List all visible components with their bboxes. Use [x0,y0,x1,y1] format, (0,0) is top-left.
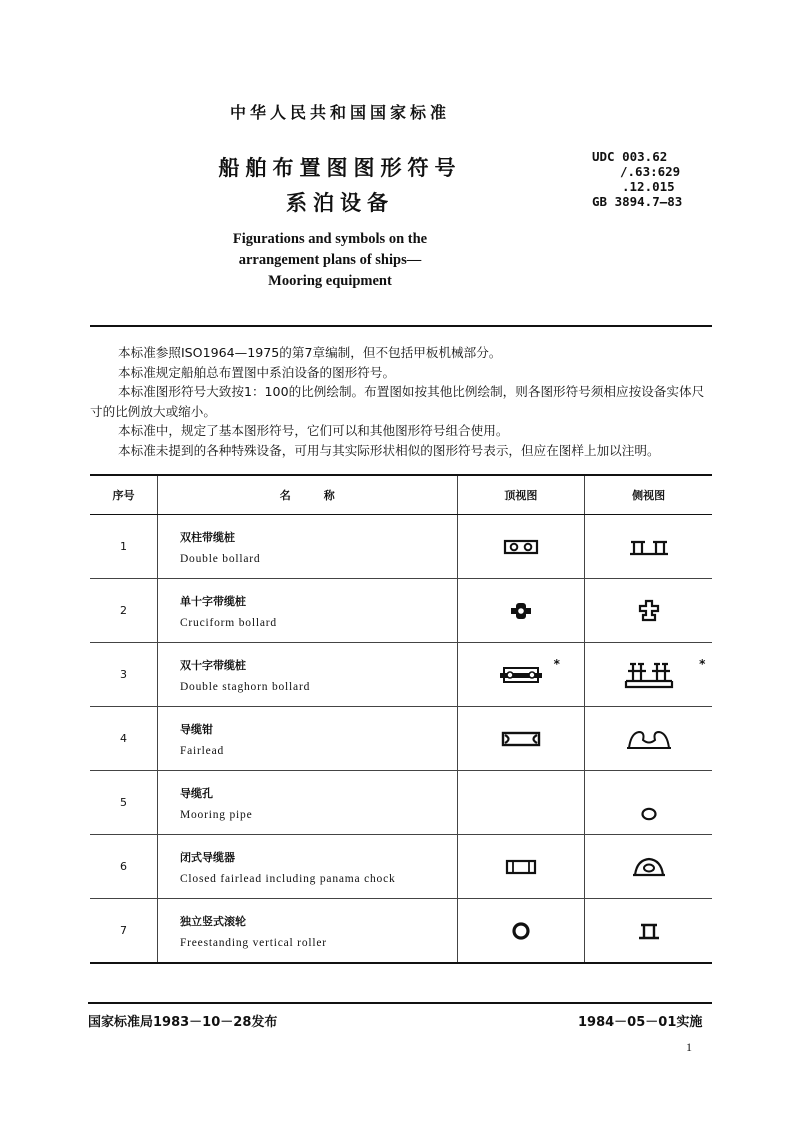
table-row [90,835,712,899]
top-view-cell [457,707,585,771]
top-rule [90,325,712,327]
issue-date: 国家标准局1983－10－28发布 [88,1015,278,1030]
title-en-line2: arrangement plans of ships— [238,252,422,268]
name-en: Cruciform bollard [179,616,277,629]
cruciform-bollard-side-icon [637,599,661,623]
name-en: Fairlead [179,744,225,757]
fairlead-side-icon [625,727,673,751]
row-name [157,579,457,643]
side-view-cell [585,835,712,899]
udc-line2: /.63:629 [620,164,681,179]
symbols-table [90,474,712,964]
standard-title-zh-line2: 系泊设备 [286,191,394,215]
side-view-cell [585,771,712,835]
side-view-cell [585,515,712,579]
udc-line1: UDC 003.62 [592,149,668,164]
table-row [90,899,712,964]
intro-paragraph: 本标准参照ISO1964—1975的第7章编制，但不包括甲板机械部分。 [118,345,502,360]
row-number: 5 [90,771,157,835]
name-en: Double bollard [179,552,261,565]
title-en-line3: Mooring equipment [268,273,392,289]
row-number: 4 [90,707,157,771]
name-zh: 单十字带缆桩 [179,594,246,608]
name-zh: 导缆钳 [179,722,213,736]
row-name [157,899,457,964]
name-zh: 双柱带缆桩 [179,530,235,544]
fairlead-top-icon [501,729,541,749]
side-view-cell [585,579,712,643]
bottom-rule [88,1002,712,1004]
vertical-roller-side-icon [636,921,662,941]
standard-title-zh-line1: 船舶布置图图形符号 [218,156,462,180]
gb-number: GB 3894.7—83 [592,194,683,209]
row-number: 7 [90,899,157,964]
vertical-roller-top-icon [510,920,532,942]
staghorn-bollard-top-icon [499,665,543,685]
mooring-pipe-side-icon [639,804,659,824]
name-en: Double staghorn bollard [179,680,311,693]
double-bollard-top-icon [503,537,539,557]
header-top-view: 顶视图 [457,475,585,515]
top-view-cell [457,643,585,707]
side-view-cell [585,707,712,771]
name-zh: 导缆孔 [179,786,213,800]
note-asterisk: * [553,657,560,671]
intro-paragraph: 本标准图形符号大致按1：100的比例绘制。布置图如按其他比例绘制，则各图形符号须相应按设备实体尺寸的比例放大或缩小。 [90,384,705,419]
row-number: 1 [90,515,157,579]
table-row [90,707,712,771]
intro-paragraph: 本标准未提到的各种特殊设备，可用与其实际形状相似的图形符号表示，但应在图样上加以注明。 [118,442,660,458]
header-name: 名 称 [157,475,457,515]
name-en: Mooring pipe [179,808,253,821]
row-name [157,643,457,707]
organization-title: 中华人民共和国国家标准 [229,103,450,122]
top-view-cell [457,579,585,643]
double-bollard-side-icon [629,537,669,557]
row-number: 6 [90,835,157,899]
top-view-cell [457,515,585,579]
table-row [90,579,712,643]
effective-date: 1984－05－01实施 [578,1015,703,1030]
closed-fairlead-side-icon [631,856,667,878]
name-en: Closed fairlead including panama chock [179,872,396,885]
name-en: Freestanding vertical roller [179,936,327,949]
table-row [90,643,712,707]
note-asterisk: * [699,657,706,671]
top-view-cell [457,771,585,835]
name-zh: 双十字带缆桩 [179,658,246,672]
top-view-cell [457,835,585,899]
row-name [157,771,457,835]
intro-text [90,343,714,460]
row-name [157,835,457,899]
side-view-cell [585,643,712,707]
intro-paragraph: 本标准中，规定了基本图形符号，它们可以和其他图形符号组合使用。 [118,423,509,438]
table-row [90,771,712,835]
table-row [90,515,712,579]
row-number: 2 [90,579,157,643]
udc-line3: .12.015 [622,179,675,194]
name-zh: 闭式导缆器 [179,850,235,864]
closed-fairlead-top-icon [505,857,537,877]
row-number: 3 [90,643,157,707]
side-view-cell [585,899,712,964]
row-name [157,515,457,579]
table-header-row [90,475,712,515]
row-name [157,707,457,771]
title-en-line1: Figurations and symbols on the [232,231,428,247]
page-number: 1 [686,1040,692,1054]
header-no: 序号 [90,475,157,515]
cruciform-bollard-top-icon [509,601,533,621]
staghorn-bollard-side-icon [624,661,674,689]
intro-paragraph: 本标准规定船舶总布置图中系泊设备的图形符号。 [118,364,396,380]
name-zh: 独立竖式滚轮 [179,914,246,928]
header-side-view: 侧视图 [585,475,712,515]
top-view-cell [457,899,585,964]
